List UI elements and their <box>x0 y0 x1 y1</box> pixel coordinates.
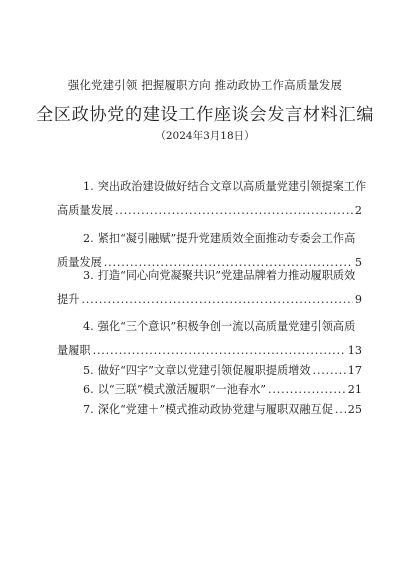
toc-page-number: 13 <box>347 344 362 357</box>
toc-item-number: 1. <box>83 180 94 193</box>
toc-item-title-line <box>83 232 362 246</box>
toc-item-continuation-line <box>57 344 362 358</box>
toc-leader-dots <box>268 383 346 397</box>
toc-page-number: 21 <box>347 383 362 396</box>
toc-leader-dots <box>313 364 346 378</box>
toc-item-title: 深化“党建＋”模式推动政协党建与履职双融互促 <box>97 403 333 416</box>
toc-page-number: 2 <box>354 204 362 217</box>
toc-item-number: 2. <box>83 232 94 245</box>
toc-item-title-continued: 高质量发展 <box>57 204 113 217</box>
toc-item-title: 突出政治建设做好结合文章以高质量党建引领提案工作 <box>97 180 367 193</box>
toc-item-number: 6. <box>83 383 94 396</box>
toc-item-title-line <box>83 320 362 334</box>
toc-leader-dots <box>93 344 346 358</box>
toc-item-number: 3. <box>83 269 94 282</box>
toc-item-title: 以“三联”模式激活履职“一池春水” <box>97 383 267 396</box>
toc-leader-dots <box>104 256 353 270</box>
toc-item-title-continued: 量履职 <box>57 344 91 357</box>
toc-item-continuation-line <box>57 256 362 270</box>
toc-item-title-line <box>83 269 362 283</box>
document-title: 全区政协党的建设工作座谈会发言材料汇编 <box>36 105 374 125</box>
toc-page-number: 25 <box>347 403 362 416</box>
toc-item-title-line <box>83 383 362 397</box>
toc-leader-dots <box>81 293 352 307</box>
toc-item-number: 5. <box>83 364 94 377</box>
toc-item-continuation-line <box>57 204 362 218</box>
document-date: （2024年3月18日） <box>155 130 255 142</box>
toc-item-title: 做好“四字”文章以党建引领促履职提质增效 <box>97 364 311 377</box>
toc-leader-dots <box>115 204 353 218</box>
toc-item-number: 4. <box>83 320 94 333</box>
toc-item-title-line <box>83 180 367 194</box>
toc-item-title-line <box>83 403 362 417</box>
toc-item-continuation-line <box>57 293 362 307</box>
toc-item-title: 紧扣“凝引融赋”提升党建质效全面推动专委会工作高 <box>97 232 356 245</box>
toc-item-title-continued: 提升 <box>57 293 80 306</box>
toc-item-title: 强化“三个意识”积极争创一流以高质量党建引领高质 <box>97 320 356 333</box>
toc-leader-dots <box>335 403 346 417</box>
toc-item-title-continued: 质量发展 <box>57 256 102 269</box>
document-subtitle: 强化党建引领 把握履职方向 推动政协工作高质量发展 <box>67 78 343 92</box>
toc-page-number: 9 <box>354 293 362 306</box>
toc-item-number: 7. <box>83 403 94 416</box>
toc-page-number: 17 <box>347 364 362 377</box>
toc-page-number: 5 <box>354 256 362 269</box>
toc-item-title-line <box>83 364 362 378</box>
toc-item-title: 打造“同心向党凝聚共识”党建品牌着力推动履职质效 <box>97 269 356 282</box>
